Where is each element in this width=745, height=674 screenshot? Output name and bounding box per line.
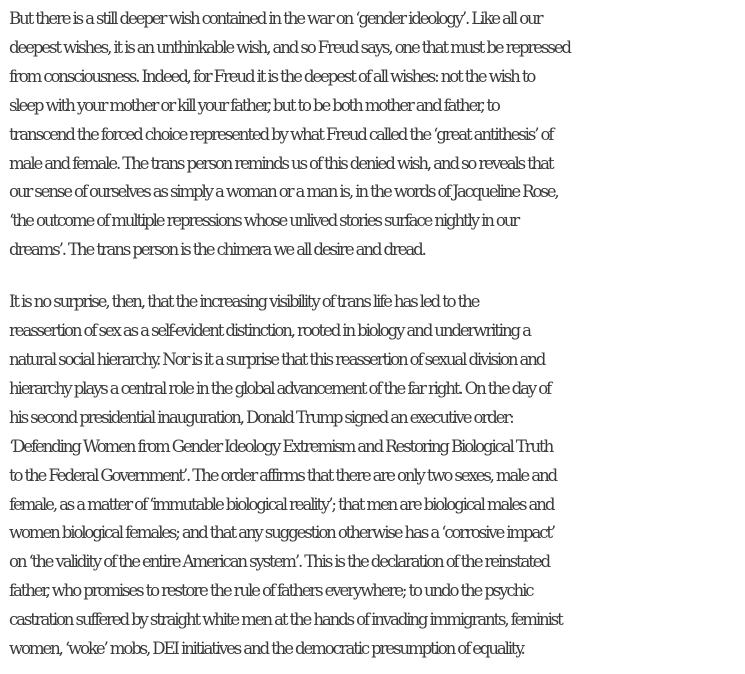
text-line: transcend the forced choice represented by what Freud called the ‘great antithesis’ of xyxy=(9,124,553,144)
text-line: to the Federal Government’. The order affirms that there are only two sexes, male and xyxy=(9,465,556,485)
text-line: father, who promises to restore the rule of fathers everywhere; to undo the psychic xyxy=(9,581,533,601)
text-line: on ‘the validity of the entire American system’. This is the declaration of the reinstated xyxy=(9,552,549,572)
text-line: reassertion of sex as a self-evident distinction, rooted in biology and underwriting a xyxy=(9,321,530,341)
text-line: ‘Defending Women from Gender Ideology Extremism and Restoring Biological Truth xyxy=(9,436,553,456)
text-line: ‘the outcome of multiple repressions whose unlived stories surface nightly in our xyxy=(9,211,519,231)
text-line: It is no surprise, then, that the increasing visibility of trans life has led to the xyxy=(9,292,479,312)
text-line: women, ‘woke’ mobs, DEI initiatives and the democratic presumption of equality. xyxy=(9,639,524,659)
text-line: natural social hierarchy. Nor is it a surprise that this reassertion of sexual division and xyxy=(9,349,545,369)
text-line: male and female. The trans person reminds us of this denied wish, and so reveals that xyxy=(9,153,553,173)
text-line: our sense of ourselves as simply a woman or a man is, in the words of Jacqueline Rose, xyxy=(9,182,558,202)
text-line: from consciousness. Indeed, for Freud it is the deepest of all wishes: not the wish to xyxy=(9,66,535,86)
text-line: castration suffered by straight white men at the hands of invading immigrants, feminist xyxy=(9,610,562,630)
text-line: dreams’. The trans person is the chimera we all desire and dread. xyxy=(9,240,425,260)
text-line: his second presidential inauguration, Donald Trump signed an executive order: xyxy=(9,407,513,427)
text-line: female, as a matter of ‘immutable biological reality’; that men are biological males and xyxy=(9,494,554,514)
paragraph-1 xyxy=(9,5,745,265)
text-line: hierarchy plays a central role in the global advancement of the far right. On the day of xyxy=(9,378,551,398)
text-line: deepest wishes, it is an unthinkable wish, and so Freud says, one that must be repressed xyxy=(9,37,570,57)
text-line: sleep with your mother or kill your father, but to be both mother and father, to xyxy=(9,95,499,115)
text-line: But there is a still deeper wish contained in the war on ‘gender ideology’. Like all our xyxy=(9,9,542,28)
text-line: women biological females; and that any suggestion otherwise has a ‘corrosive impact’ xyxy=(9,523,554,543)
paragraph-2 xyxy=(9,288,745,664)
